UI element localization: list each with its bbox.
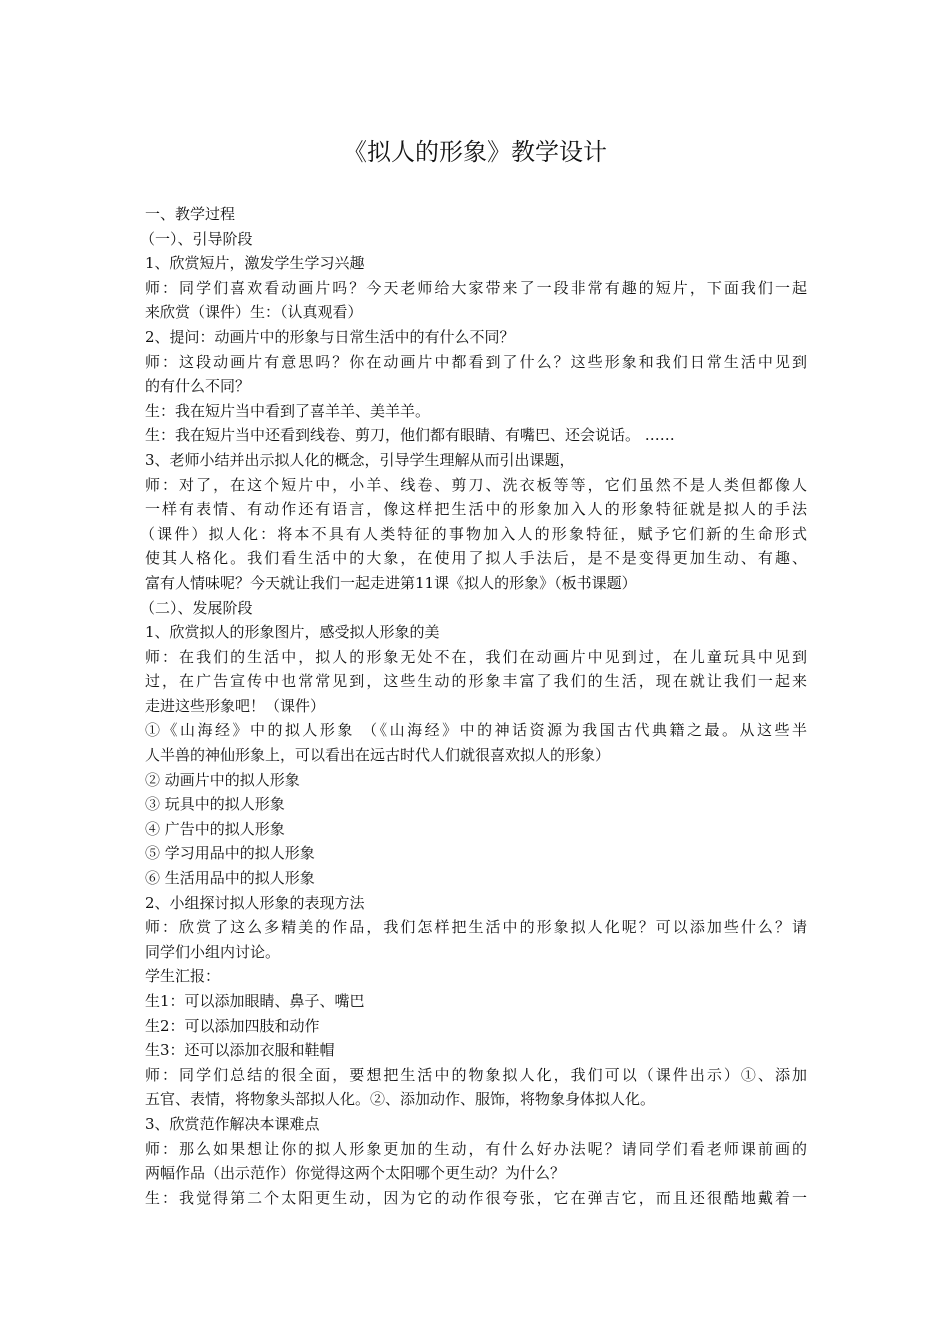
- paragraph-line: 师：对了，在这个短片中，小羊、线卷、剪刀、洗衣板等等，它们虽然不是人类但都像人: [145, 475, 807, 494]
- paragraph-line: 生1：可以添加眼睛、鼻子、嘴巴: [145, 992, 365, 1010]
- paragraph-line: ⑤ 学习用品中的拟人形象: [145, 844, 315, 863]
- paragraph-line: 走进这些形象吧！（课件）: [145, 696, 326, 715]
- paragraph-line: 生：我在短片当中看到了喜羊羊、美羊羊。: [145, 401, 431, 420]
- paragraph-line: 师：在我们的生活中，拟人的形象无处不在，我们在动画片中见到过，在儿童玩具中见到: [145, 647, 807, 666]
- paragraph-line: 来欣赏（课件）生：（认真观看）: [145, 303, 363, 322]
- paragraph-line: （课件）拟人化：将本不具有人类特征的事物加入人的形象特征，赋予它们新的生命形式: [140, 524, 807, 543]
- paragraph-line: 使其人格化。我们看生活中的大象，在使用了拟人手法后，是不是变得更加生动、有趣、: [145, 549, 807, 568]
- paragraph-line: 生：我在短片当中还看到线卷、剪刀，他们都有眼睛、有嘴巴、还会说话。 ……: [145, 426, 675, 445]
- paragraph-line: ⑥ 生活用品中的拟人形象: [145, 869, 315, 888]
- paragraph-line: （二）、发展阶段: [140, 598, 253, 617]
- paragraph-line: 一样有表情、有动作还有语言，像这样把生活中的形象加入人的形象特征就是拟人的手法: [145, 500, 807, 519]
- paragraph-line: 的有什么不同？: [145, 377, 251, 396]
- paragraph-line: 3、老师小结并出示拟人化的概念，引导学生理解从而引出课题，: [145, 450, 575, 469]
- paragraph-line: 生2：可以添加四肢和动作: [145, 1016, 320, 1035]
- paragraph-line: ② 动画片中的拟人形象: [145, 770, 300, 789]
- paragraph-line: 人半兽的神仙形象上，可以看出在远古时代人们就很喜欢拟人的形象）: [145, 746, 611, 765]
- paragraph-line: ④ 广告中的拟人形象: [145, 819, 285, 838]
- paragraph-line: 3、欣赏范作解决本课难点: [145, 1114, 320, 1133]
- paragraph-line: ①《山海经》中的拟人形象 （《山海经》中的神话资源为我国古代典籍之最。从这些半: [145, 721, 807, 740]
- document-body: [140, 202, 807, 1210]
- paragraph-line: 两幅作品（出示范作）你觉得这两个太阳哪个更生动？为什么？: [145, 1164, 566, 1183]
- paragraph-line: 师：那么如果想让你的拟人形象更加的生动，有什么好办法呢？请同学们看老师课前画的: [145, 1139, 807, 1158]
- paragraph-line: 1、欣赏短片，激发学生学习兴趣: [145, 254, 365, 273]
- paragraph-line: 1、欣赏拟人的形象图片，感受拟人形象的美: [145, 623, 440, 642]
- paragraph-line: 一、教学过程: [145, 205, 236, 223]
- paragraph-line: 师：同学们喜欢看动画片吗？今天老师给大家带来了一段非常有趣的短片，下面我们一起: [145, 278, 807, 297]
- paragraph-line: 学生汇报：: [145, 967, 221, 986]
- paragraph-line: 师：欣赏了这么多精美的作品，我们怎样把生活中的形象拟人化呢？可以添加些什么？请: [145, 918, 807, 937]
- paragraph-line: ③ 玩具中的拟人形象: [145, 795, 285, 814]
- paragraph-line: （一）、引导阶段: [140, 229, 253, 248]
- paragraph-line: 2、小组探讨拟人形象的表现方法: [145, 893, 365, 912]
- paragraph-line: 师：同学们总结的很全面，要想把生活中的物象拟人化，我们可以（课件出示）①、添加: [145, 1065, 807, 1084]
- paragraph-line: 五官、表情，将物象头部拟人化。②、添加动作、服饰，将物象身体拟人化。: [145, 1090, 656, 1109]
- paragraph-line: 生：我觉得第二个太阳更生动，因为它的动作很夸张，它在弹吉它，而且还很酷地戴着一: [145, 1188, 807, 1207]
- paragraph-line: 2、提问：动画片中的形象与日常生活中的有什么不同？: [145, 327, 515, 346]
- paragraph-line: 过，在广告宣传中也常常见到，这些生动的形象丰富了我们的生活，现在就让我们一起来: [145, 672, 807, 691]
- paragraph-line: 同学们小组内讨论。: [145, 942, 281, 961]
- paragraph-line: 生3：还可以添加衣服和鞋帽: [145, 1041, 335, 1060]
- paragraph-line: 富有人情味呢？今天就让我们一起走进第11课《拟人的形象》（板书课题）: [145, 573, 637, 592]
- paragraph-line: 师：这段动画片有意思吗？你在动画片中都看到了什么？这些形象和我们日常生活中见到: [145, 352, 807, 371]
- document-title: 《拟人的形象》教学设计: [343, 138, 607, 166]
